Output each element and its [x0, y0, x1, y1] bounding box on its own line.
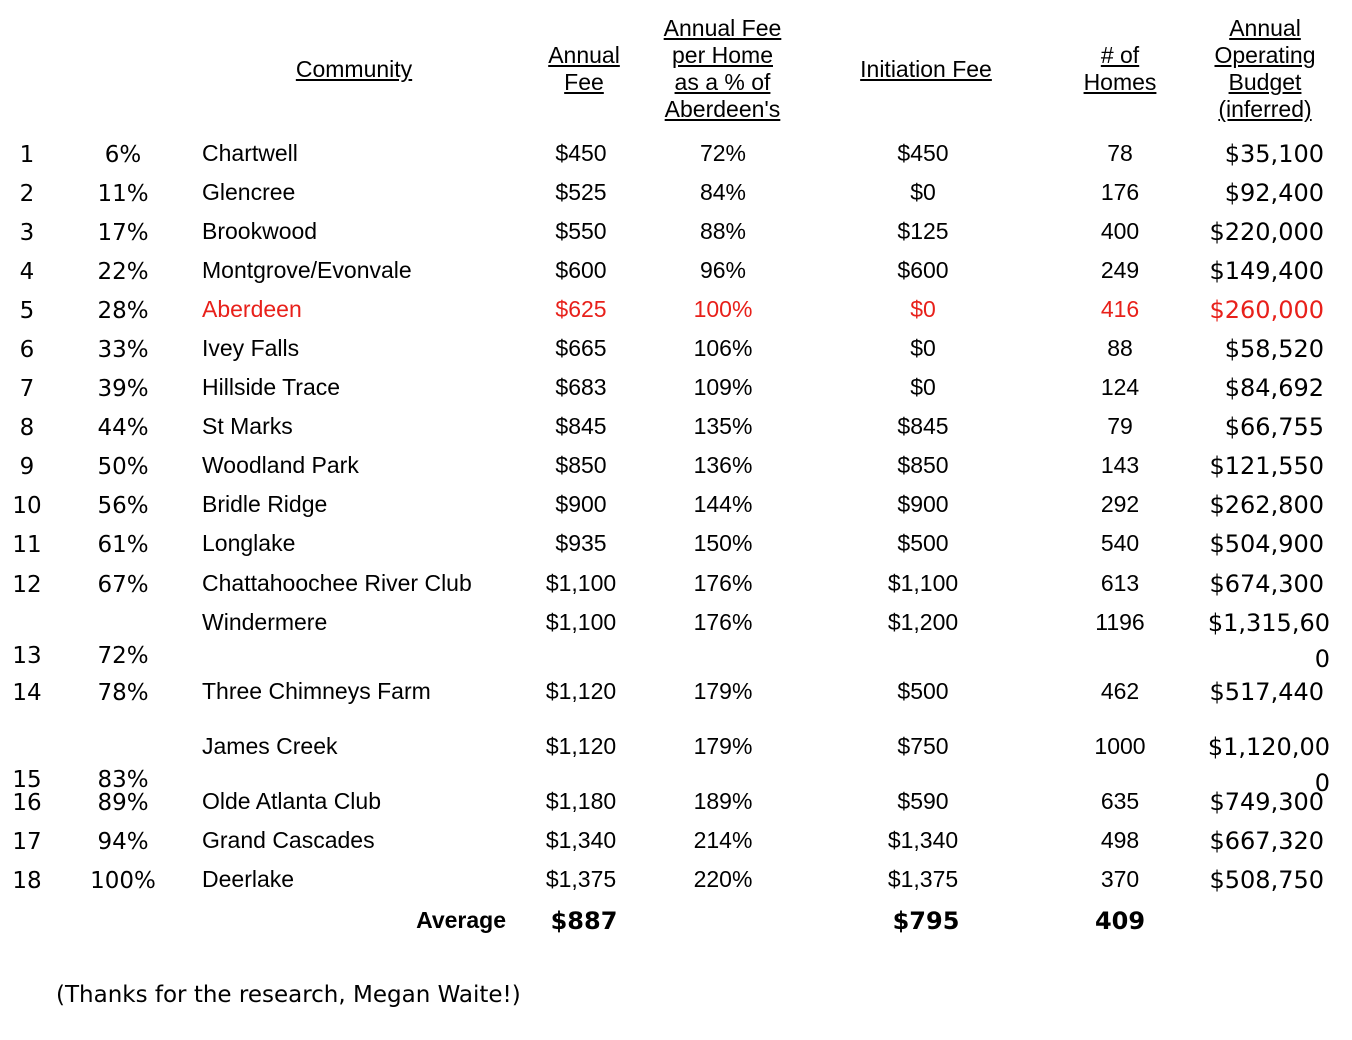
table-row [0, 448, 1352, 484]
row-community: Grand Cascades [202, 827, 375, 853]
row-initiation-fee: $590 [897, 788, 949, 814]
row-pct-of-aberdeen: 100% [693, 296, 753, 322]
row-index: 8 [19, 415, 35, 441]
row-budget: $667,320 [1209, 827, 1324, 855]
row-pct-of-aberdeen: 176% [693, 609, 753, 635]
table-row [0, 487, 1352, 523]
row-homes: 78 [1107, 140, 1133, 166]
row-pct-of-aberdeen: 150% [693, 530, 753, 556]
row-homes: 124 [1100, 374, 1140, 400]
row-initiation-fee: $750 [897, 733, 949, 759]
average-annual-fee: $887 [550, 907, 618, 935]
row-percentile: 33% [97, 337, 149, 363]
row-initiation-fee: $0 [910, 374, 936, 400]
header-homes-line: Homes [1083, 69, 1157, 95]
row-percentile: 44% [97, 415, 149, 441]
row-budget: $260,000 [1209, 296, 1324, 324]
row-pct-of-aberdeen: 179% [693, 733, 753, 759]
row-pct-of-aberdeen: 106% [693, 335, 753, 361]
row-index: 15 [12, 767, 42, 793]
row-budget: $262,800 [1209, 491, 1324, 519]
average-label: Average [416, 907, 506, 933]
row-initiation-fee: $125 [897, 218, 949, 244]
row-homes: 88 [1107, 335, 1133, 361]
row-annual-fee: $450 [555, 140, 607, 166]
row-community: Ivey Falls [202, 335, 300, 361]
row-index: 4 [19, 259, 35, 285]
row-index: 16 [12, 790, 42, 816]
table-row [0, 253, 1352, 289]
row-index: 18 [12, 868, 42, 894]
header-budget [1200, 15, 1330, 123]
row-index: 6 [19, 337, 35, 363]
row-annual-fee: $600 [555, 257, 607, 283]
table-row [0, 370, 1352, 406]
row-pct-of-aberdeen: 136% [693, 452, 753, 478]
header-budget-line: (inferred) [1218, 96, 1312, 122]
row-annual-fee: $1,375 [545, 866, 617, 892]
header-budget-line: Annual [1229, 15, 1301, 41]
table-row [0, 526, 1352, 562]
row-pct-of-aberdeen: 189% [693, 788, 753, 814]
row-community: James Creek [202, 733, 338, 759]
row-annual-fee: $683 [555, 374, 607, 400]
row-initiation-fee: $450 [897, 140, 949, 166]
average-initiation-fee: $795 [892, 907, 960, 935]
header-community-label: Community [295, 56, 413, 82]
table-row [0, 136, 1352, 172]
row-annual-fee: $625 [555, 296, 607, 322]
row-percentile: 72% [97, 643, 149, 669]
header-annual-fee [534, 42, 634, 96]
row-index: 14 [12, 680, 42, 706]
header-budget-line: Operating [1214, 42, 1316, 68]
average-row [0, 904, 1352, 940]
header-homes [1070, 42, 1170, 96]
row-annual-fee: $525 [555, 179, 607, 205]
row-homes: 143 [1100, 452, 1140, 478]
row-percentile: 39% [97, 376, 149, 402]
row-homes: 292 [1100, 491, 1140, 517]
row-percentile: 22% [97, 259, 149, 285]
row-community: Hillside Trace [202, 374, 341, 400]
row-budget: $674,300 [1209, 570, 1324, 598]
row-pct-of-aberdeen: 88% [699, 218, 747, 244]
row-community: Olde Atlanta Club [202, 788, 382, 814]
row-budget: $149,400 [1209, 257, 1324, 285]
row-annual-fee: $550 [555, 218, 607, 244]
row-budget: $121,550 [1209, 452, 1324, 480]
row-percentile: 17% [97, 220, 149, 246]
row-pct-of-aberdeen: 72% [699, 140, 747, 166]
header-pct-line: as a % of [674, 69, 771, 95]
row-pct-of-aberdeen: 176% [693, 570, 753, 596]
row-percentile: 50% [97, 454, 149, 480]
row-initiation-fee: $1,375 [887, 866, 959, 892]
row-index: 17 [12, 829, 42, 855]
row-percentile: 56% [97, 493, 149, 519]
row-homes: 635 [1100, 788, 1140, 814]
row-homes: 249 [1100, 257, 1140, 283]
table-row [0, 214, 1352, 250]
row-percentile: 6% [104, 142, 142, 168]
row-homes: 79 [1107, 413, 1133, 439]
row-pct-of-aberdeen: 135% [693, 413, 753, 439]
row-homes: 540 [1100, 530, 1140, 556]
row-annual-fee: $1,100 [545, 570, 617, 596]
row-community: Deerlake [202, 866, 295, 892]
row-budget: $92,400 [1224, 179, 1324, 207]
row-community: Chartwell [202, 140, 298, 166]
row-community: Chattahoochee River Club [202, 570, 472, 596]
row-pct-of-aberdeen: 144% [693, 491, 753, 517]
row-index: 13 [12, 643, 42, 669]
row-initiation-fee: $1,100 [887, 570, 959, 596]
row-percentile: 61% [97, 532, 149, 558]
row-initiation-fee: $600 [897, 257, 949, 283]
row-initiation-fee: $1,200 [887, 609, 959, 635]
row-community: Aberdeen [202, 296, 302, 322]
row-budget: $84,692 [1224, 374, 1324, 402]
header-pct-of-aberdeen [640, 15, 805, 123]
row-budget: $504,900 [1209, 530, 1324, 558]
row-percentile: 11% [97, 181, 149, 207]
row-homes: 370 [1100, 866, 1140, 892]
row-homes: 613 [1100, 570, 1140, 596]
row-community: Brookwood [202, 218, 318, 244]
table-row [0, 331, 1352, 367]
row-homes: 400 [1100, 218, 1140, 244]
row-index: 11 [12, 532, 42, 558]
table-row [0, 292, 1352, 328]
row-percentile: 89% [97, 790, 149, 816]
row-pct-of-aberdeen: 179% [693, 678, 753, 704]
row-annual-fee: $1,120 [545, 733, 617, 759]
row-annual-fee: $1,100 [545, 609, 617, 635]
row-annual-fee: $850 [555, 452, 607, 478]
row-budget: $508,750 [1209, 866, 1324, 894]
row-percentile: 67% [97, 572, 149, 598]
header-community [254, 56, 454, 83]
row-community: Windermere [202, 609, 328, 635]
row-homes: 462 [1100, 678, 1140, 704]
row-annual-fee: $1,120 [545, 678, 617, 704]
row-budget: $1,120,000 [1207, 733, 1330, 797]
row-initiation-fee: $1,340 [887, 827, 959, 853]
row-initiation-fee: $500 [897, 530, 949, 556]
row-budget: $58,520 [1224, 335, 1324, 363]
header-budget-line: Budget [1228, 69, 1302, 95]
row-initiation-fee: $0 [910, 335, 936, 361]
row-index: 3 [19, 220, 35, 246]
header-pct-line: Aberdeen's [664, 96, 781, 122]
row-initiation-fee: $900 [897, 491, 949, 517]
row-percentile: 28% [97, 298, 149, 324]
row-budget: $517,440 [1209, 678, 1324, 706]
row-homes: 176 [1100, 179, 1140, 205]
row-community: Montgrove/Evonvale [202, 257, 412, 283]
header-pct-line: Annual Fee [663, 15, 782, 41]
row-index: 12 [12, 572, 42, 598]
row-percentile: 94% [97, 829, 149, 855]
row-homes: 1000 [1094, 733, 1146, 759]
row-budget: $35,100 [1224, 140, 1324, 168]
table-row [0, 566, 1352, 602]
row-index: 2 [19, 181, 35, 207]
header-initiation-fee-label: Initiation Fee [860, 56, 992, 82]
header-annual-fee-line: Annual [548, 42, 620, 68]
row-pct-of-aberdeen: 84% [699, 179, 747, 205]
table-row [0, 862, 1352, 898]
row-initiation-fee: $850 [897, 452, 949, 478]
row-homes: 416 [1100, 296, 1140, 322]
row-annual-fee: $1,180 [545, 788, 617, 814]
row-percentile: 78% [97, 680, 149, 706]
header-initiation-fee [836, 56, 1016, 83]
thanks-note: (Thanks for the research, Megan Waite!) [56, 982, 521, 1008]
row-annual-fee: $900 [555, 491, 607, 517]
row-index: 10 [12, 493, 42, 519]
row-budget: $749,300 [1209, 788, 1324, 816]
row-homes: 1196 [1095, 609, 1145, 635]
row-initiation-fee: $500 [897, 678, 949, 704]
header-annual-fee-line: Fee [564, 69, 604, 95]
row-pct-of-aberdeen: 96% [699, 257, 747, 283]
row-community: Longlake [202, 530, 296, 556]
row-community: Bridle Ridge [202, 491, 328, 517]
table-row [0, 823, 1352, 859]
row-community: Three Chimneys Farm [202, 678, 431, 704]
row-homes: 498 [1100, 827, 1140, 853]
row-pct-of-aberdeen: 220% [693, 866, 753, 892]
table-row [0, 409, 1352, 445]
header-homes-line: # of [1100, 42, 1140, 68]
row-community: Glencree [202, 179, 296, 205]
table-row [0, 175, 1352, 211]
row-budget: $66,755 [1224, 413, 1324, 441]
header-pct-line: per Home [672, 42, 773, 68]
row-index: 5 [19, 298, 35, 324]
row-annual-fee: $935 [555, 530, 607, 556]
table-row [0, 605, 1352, 677]
row-index: 9 [19, 454, 35, 480]
row-index: 1 [19, 142, 35, 168]
row-index: 7 [19, 376, 35, 402]
row-budget: $1,315,600 [1207, 609, 1330, 673]
row-annual-fee: $1,340 [545, 827, 617, 853]
row-annual-fee: $665 [555, 335, 607, 361]
row-pct-of-aberdeen: 109% [693, 374, 753, 400]
row-initiation-fee: $845 [897, 413, 949, 439]
row-budget: $220,000 [1209, 218, 1324, 246]
row-percentile: 100% [90, 868, 156, 894]
row-percentile: 83% [97, 767, 149, 793]
average-homes: 409 [1094, 907, 1146, 935]
row-pct-of-aberdeen: 214% [693, 827, 753, 853]
row-annual-fee: $845 [555, 413, 607, 439]
table-row [0, 784, 1352, 820]
table-row [0, 674, 1352, 710]
row-community: St Marks [202, 413, 293, 439]
row-initiation-fee: $0 [910, 296, 936, 322]
row-initiation-fee: $0 [910, 179, 936, 205]
row-community: Woodland Park [202, 452, 359, 478]
